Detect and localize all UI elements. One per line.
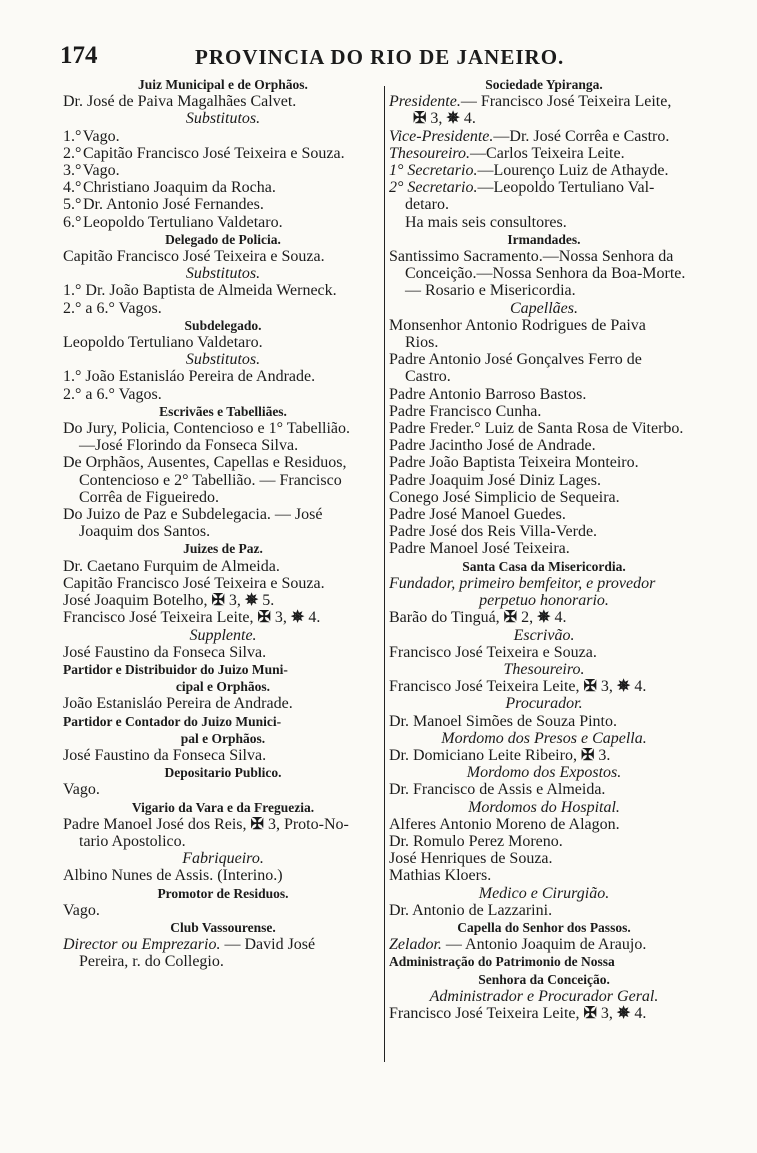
star-icon: ✵	[616, 1004, 631, 1022]
text-line: —José Florindo da Fonseca Silva.	[79, 437, 299, 455]
text-line: De Orphãos, Ausentes, Capellas e Residuos,	[63, 454, 347, 472]
list-item: Padre João Baptista Teixeira Monteiro.	[389, 454, 639, 472]
subheading: Fabriqueiro.	[182, 850, 264, 868]
section-heading: Promotor de Residuos.	[157, 885, 289, 901]
text-line: 1° Secretario.—Lourenço Luiz de Athayde.	[389, 162, 669, 180]
text-line: Monsenhor Antonio Rodrigues de Paiva	[389, 316, 646, 334]
text-line: Francisco José Teixeira Leite, ✠ 3, ✵ 4.	[389, 678, 647, 696]
section-heading: Irmandades.	[507, 231, 581, 247]
list-item: 2.° Capitão Francisco José Teixeira e Souza.	[63, 144, 345, 162]
page-number: 174	[60, 42, 98, 69]
text-line: Conceição.—Nossa Senhora da Boa-Morte.	[405, 265, 686, 283]
section-heading: Capella do Senhor dos Passos.	[457, 919, 631, 935]
cross-icon: ✠	[580, 746, 595, 764]
cross-icon: ✠	[211, 592, 225, 610]
list-item: 4.° Christiano Joaquim da Rocha.	[63, 179, 276, 197]
text-line: Director ou Emprezario. — David José	[63, 936, 316, 954]
text-line: Vago.	[63, 901, 100, 919]
text-line: Padre Antonio José Gonçalves Ferro de	[389, 351, 642, 369]
text-line: Joaquim dos Santos.	[79, 523, 211, 541]
section-heading: Juiz Municipal e de Orphãos.	[138, 77, 308, 92]
list-item: Padre José dos Reis Villa-Verde.	[389, 523, 598, 541]
text-line: Dr. Manoel Simões de Souza Pinto.	[389, 712, 617, 730]
text-line: tario Apostolico.	[79, 832, 186, 850]
text-line: ✠ 3, ✵ 4.	[413, 110, 476, 128]
section-heading: pal e Orphãos.	[180, 730, 266, 746]
left-column	[63, 76, 383, 971]
text-line: Francisco José Teixeira Leite, ✠ 3, ✵ 4.	[389, 1004, 647, 1022]
text-line: Padre Manoel José dos Reis, ✠ 3, Proto-No-	[63, 815, 349, 833]
text-line: Vice-Presidente.—Dr. José Corrêa e Castro.	[389, 127, 670, 145]
section-heading: Administração do Patrimonio de Nossa	[389, 954, 615, 970]
text-line: Barão do Tinguá, ✠ 2, ✵ 4.	[389, 609, 567, 627]
text-line: Capitão Francisco José Teixeira e Souza.	[63, 574, 325, 592]
cross-icon: ✠	[503, 609, 518, 627]
cross-icon: ✠	[583, 1004, 597, 1022]
subheading: Capellães.	[510, 299, 578, 317]
text-line: 1.° Dr. João Baptista de Almeida Werneck.	[63, 282, 337, 300]
star-icon: ✵	[290, 609, 305, 627]
list-item: Alferes Antonio Moreno de Alagon.	[389, 815, 620, 833]
text-line: Pereira, r. do Collegio.	[79, 953, 224, 971]
subheading: Escrivão.	[513, 626, 575, 644]
section-heading: Senhora da Conceição.	[478, 971, 610, 987]
list-item: 1.° Vago.	[63, 127, 120, 145]
right-column	[389, 76, 699, 1022]
list-item: Padre José Manoel Guedes.	[389, 506, 566, 524]
cross-icon: ✠	[257, 609, 271, 627]
subheading: Substitutos.	[185, 110, 261, 128]
section-heading: Partidor e Contador do Juizo Munici-	[63, 713, 282, 729]
list-item: José Henriques de Souza.	[389, 850, 553, 868]
text-line: Rios.	[405, 334, 439, 352]
section-heading: Sociedade Ypiranga.	[485, 77, 603, 92]
text-line: Dr. Domiciano Leite Ribeiro, ✠ 3.	[389, 746, 611, 764]
text-line: detaro.	[405, 196, 449, 214]
text-line: — Rosario e Misericordia.	[405, 282, 576, 300]
section-heading: Juizes de Paz.	[183, 541, 263, 557]
cross-icon: ✠	[250, 815, 264, 833]
text-line: José Faustino da Fonseca Silva.	[63, 643, 267, 661]
text-line: Dr. José de Paiva Magalhães Calvet.	[63, 93, 297, 111]
section-heading: Santa Casa da Misericordia.	[462, 558, 626, 574]
subheading: Medico e Cirurgião.	[478, 884, 610, 902]
text-line: Do Jury, Policia, Contencioso e 1° Tabellião.	[63, 420, 351, 438]
cross-icon: ✠	[583, 678, 597, 696]
text-line: Capitão Francisco José Teixeira e Souza.	[63, 248, 325, 266]
text-line: 2.° a 6.° Vagos.	[63, 299, 162, 317]
list-item: 5.° Dr. Antonio José Fernandes.	[63, 196, 264, 214]
list-item: Padre Manoel José Teixeira.	[389, 540, 570, 558]
text-line: João Estanisláo Pereira de Andrade.	[63, 695, 293, 713]
subheading: Mordomo dos Expostos.	[466, 764, 622, 782]
text-line: José Joaquim Botelho, ✠ 3, ✵ 5.	[63, 592, 275, 610]
text-line: 1.° João Estanisláo Pereira de Andrade.	[63, 368, 316, 386]
text-line: Castro.	[405, 368, 451, 386]
section-heading: Partidor e Distribuidor do Juizo Muni-	[63, 661, 288, 677]
subheading: Substitutos.	[185, 351, 261, 369]
text-line: perpetuo honorario.	[479, 592, 609, 610]
section-heading: cipal e Orphãos.	[175, 679, 271, 695]
section-heading: Delegado de Policia.	[165, 231, 281, 247]
running-header	[60, 42, 700, 72]
subheading: Supplente.	[189, 626, 257, 644]
section-heading: Subdelegado.	[184, 317, 262, 333]
text-line: Corrêa de Figueiredo.	[79, 488, 219, 506]
list-item: Padre Joaquim José Diniz Lages.	[389, 471, 601, 489]
text-line: Leopoldo Tertuliano Valdetaro.	[63, 334, 263, 352]
list-item: 6.° Leopoldo Tertuliano Valdetaro.	[63, 213, 283, 231]
text-line: 2.° a 6.° Vagos.	[63, 385, 162, 403]
list-item: Padre Antonio Barroso Bastos.	[389, 385, 587, 403]
text-line: Francisco José Teixeira Leite, ✠ 3, ✵ 4.	[63, 609, 321, 627]
list-item: Padre Francisco Cunha.	[389, 402, 542, 420]
text-line: Dr. Francisco de Assis e Almeida.	[389, 781, 606, 799]
text-line: Vago.	[63, 781, 100, 799]
subheading: Mordomo dos Presos e Capella.	[441, 729, 647, 747]
subheading: Substitutos.	[185, 265, 261, 283]
list-item: Conego José Simplicio de Sequeira.	[389, 488, 620, 506]
list-item: Padre Freder.° Luiz de Santa Rosa de Viterbo.	[389, 420, 684, 438]
subheading: Mordomos do Hospital.	[468, 798, 620, 816]
text-line: Zelador. — Antonio Joaquim de Araujo.	[389, 936, 647, 954]
text-line: Fundador, primeiro bemfeitor, e provedor	[389, 574, 656, 592]
section-heading: Depositario Publico.	[164, 765, 282, 781]
list-item: Padre Jacintho José de Andrade.	[389, 437, 596, 455]
text-line: José Faustino da Fonseca Silva.	[63, 746, 267, 764]
text-line: Albino Nunes de Assis. (Interino.)	[63, 867, 283, 885]
text-line: Do Juizo de Paz e Subdelegacia. — José	[63, 506, 323, 524]
running-title: PROVINCIA DO RIO DE JANEIRO.	[195, 45, 565, 69]
text-line: Ha mais seis consultores.	[405, 213, 567, 231]
text-line: Dr. Antonio de Lazzarini.	[389, 901, 553, 919]
text-line: Thesoureiro.—Carlos Teixeira Leite.	[389, 144, 625, 162]
text-line: Contencioso e 2° Tabellião. — Francisco	[79, 471, 342, 489]
subheading: Thesoureiro.	[503, 660, 585, 678]
section-heading: Escrivães e Tabelliães.	[159, 403, 287, 419]
subheading: Administrador e Procurador Geral.	[429, 987, 659, 1005]
list-item: Mathias Kloers.	[389, 867, 492, 885]
section-heading: Club Vassourense.	[170, 919, 276, 935]
column-divider	[384, 86, 385, 1062]
star-icon: ✵	[446, 110, 460, 128]
cross-icon: ✠	[413, 110, 427, 128]
list-item: 3.° Vago.	[63, 162, 120, 180]
text-line: Francisco José Teixeira e Souza.	[389, 643, 597, 661]
list-item: Dr. Romulo Perez Moreno.	[389, 832, 563, 850]
text-line: Presidente.— Francisco José Teixeira Leite,	[389, 93, 672, 111]
subheading: Procurador.	[505, 695, 583, 713]
star-icon: ✵	[244, 592, 259, 610]
text-line: Santissimo Sacramento.—Nossa Senhora da	[389, 248, 674, 266]
text-line: Dr. Caetano Furquim de Almeida.	[63, 557, 280, 575]
star-icon: ✵	[616, 678, 631, 696]
section-heading: Vigario da Vara e da Freguezia.	[131, 799, 315, 815]
text-line: 2° Secretario.—Leopoldo Tertuliano Val-	[389, 179, 655, 197]
star-icon: ✵	[537, 609, 551, 627]
